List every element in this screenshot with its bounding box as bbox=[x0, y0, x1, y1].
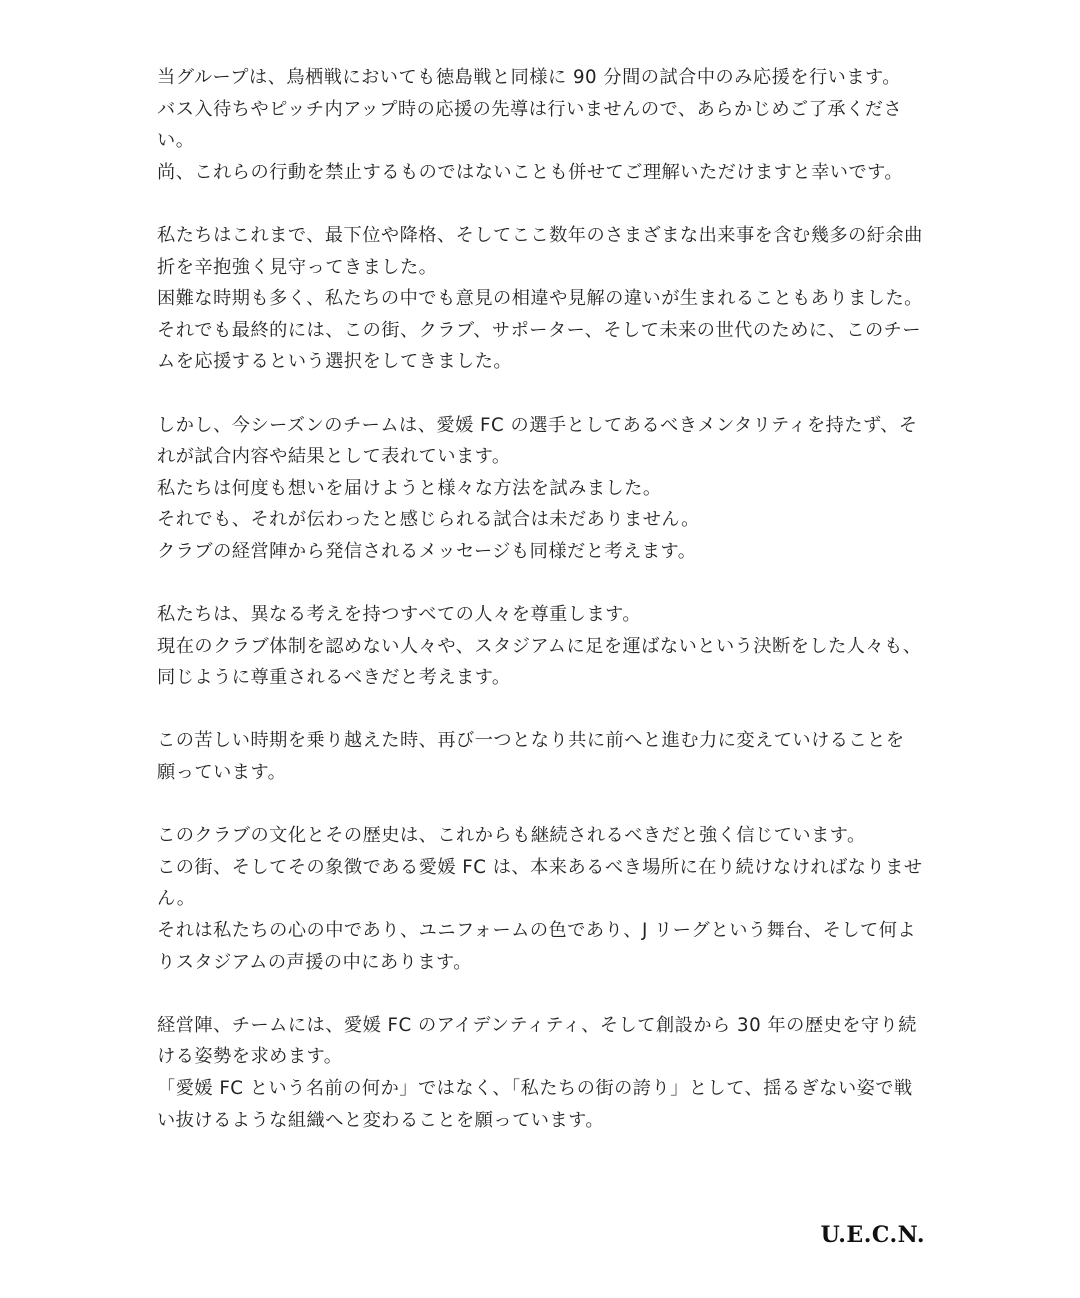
text-line: それでも、それが伝わったと感じられる試合は未だありません。 bbox=[157, 509, 700, 531]
paragraph-demands bbox=[157, 1010, 947, 1136]
paragraph-culture bbox=[157, 820, 947, 978]
text-line: 私たちはこれまで、最下位や降格、そしてここ数年のさまざまな出来事を含む幾多の紆余曲 bbox=[157, 224, 923, 246]
text-line: 経営陣、チームには、愛媛 FC のアイデンティティ、そして創設から 30 年の歴史を守り続 bbox=[157, 1014, 917, 1036]
statement-body bbox=[157, 62, 947, 1168]
text-line: 困難な時期も多く、私たちの中でも意見の相違や見解の違いが生まれることもありました。 bbox=[157, 288, 923, 310]
text-line: 私たちは何度も想いを届けようと様々な方法を試みました。 bbox=[157, 477, 662, 499]
text-line: バス入待ちやピッチ内アップ時の応援の先導は行いませんので、あらかじめご了承くださ bbox=[157, 98, 903, 120]
text-line: それでも最終的には、この街、クラブ、サポーター、そして未来の世代のために、このチー bbox=[157, 319, 922, 341]
text-line: しかし、今シーズンのチームは、愛媛 FC の選手としてあるべきメンタリティを持たず、そ bbox=[157, 414, 918, 436]
paragraph-respect bbox=[157, 599, 947, 694]
paragraph-hope bbox=[157, 725, 947, 788]
text-line: 同じように尊重されるべきだと考えます。 bbox=[157, 667, 511, 689]
text-line: この苦しい時期を乗り越えた時、再び一つとなり共に前へと進む力に変えていけることを bbox=[157, 730, 905, 752]
paragraph-history bbox=[157, 220, 947, 378]
text-line: クラブの経営陣から発信されるメッセージも同様だと考えます。 bbox=[157, 540, 697, 562]
text-line: ムを応援するという選択をしてきました。 bbox=[157, 351, 513, 373]
text-line: い。 bbox=[157, 130, 195, 152]
text-line: それは私たちの心の中であり、ユニフォームの色であり、J リーグという舞台、そして何よ bbox=[157, 920, 917, 942]
text-line: 折を辛抱強く見守ってきました。 bbox=[157, 256, 438, 278]
text-line: 尚、これらの行動を禁止するものではないことも併せてご理解いただけますと幸いです。 bbox=[157, 161, 904, 183]
signature: U.E.C.N. bbox=[820, 1222, 925, 1248]
text-line: 願っています。 bbox=[157, 762, 287, 784]
paragraph-support-policy bbox=[157, 62, 947, 188]
text-line: この街、そしてその象徴である愛媛 FC は、本来あるべき場所に在り続けなければなりませ bbox=[157, 856, 923, 878]
text-line: ん。 bbox=[157, 888, 196, 910]
text-line: 現在のクラブ体制を認めない人々や、スタジアムに足を運ばないという決断をした人々も、 bbox=[157, 635, 922, 657]
text-line: ける姿勢を求めます。 bbox=[157, 1046, 343, 1068]
paragraph-current-season bbox=[157, 410, 947, 568]
text-line: りスタジアムの声援の中にあります。 bbox=[157, 951, 472, 973]
text-line: このクラブの文化とその歴史は、これからも継続されるべきだと強く信じています。 bbox=[157, 825, 866, 847]
text-line: 当グループは、鳥栖戦においても徳島戦と同様に 90 分間の試合中のみ応援を行います。 bbox=[157, 67, 901, 88]
text-line: れが試合内容や結果として表れています。 bbox=[157, 446, 511, 468]
text-line: 私たちは、異なる考えを持つすべての人々を尊重します。 bbox=[157, 604, 642, 626]
text-line: 「愛媛 FC という名前の何か」ではなく、「私たちの街の誇り」として、揺るぎない姿で戦 bbox=[157, 1078, 913, 1099]
text-line: い抜けるような組織へと変わることを願っています。 bbox=[157, 1109, 605, 1131]
